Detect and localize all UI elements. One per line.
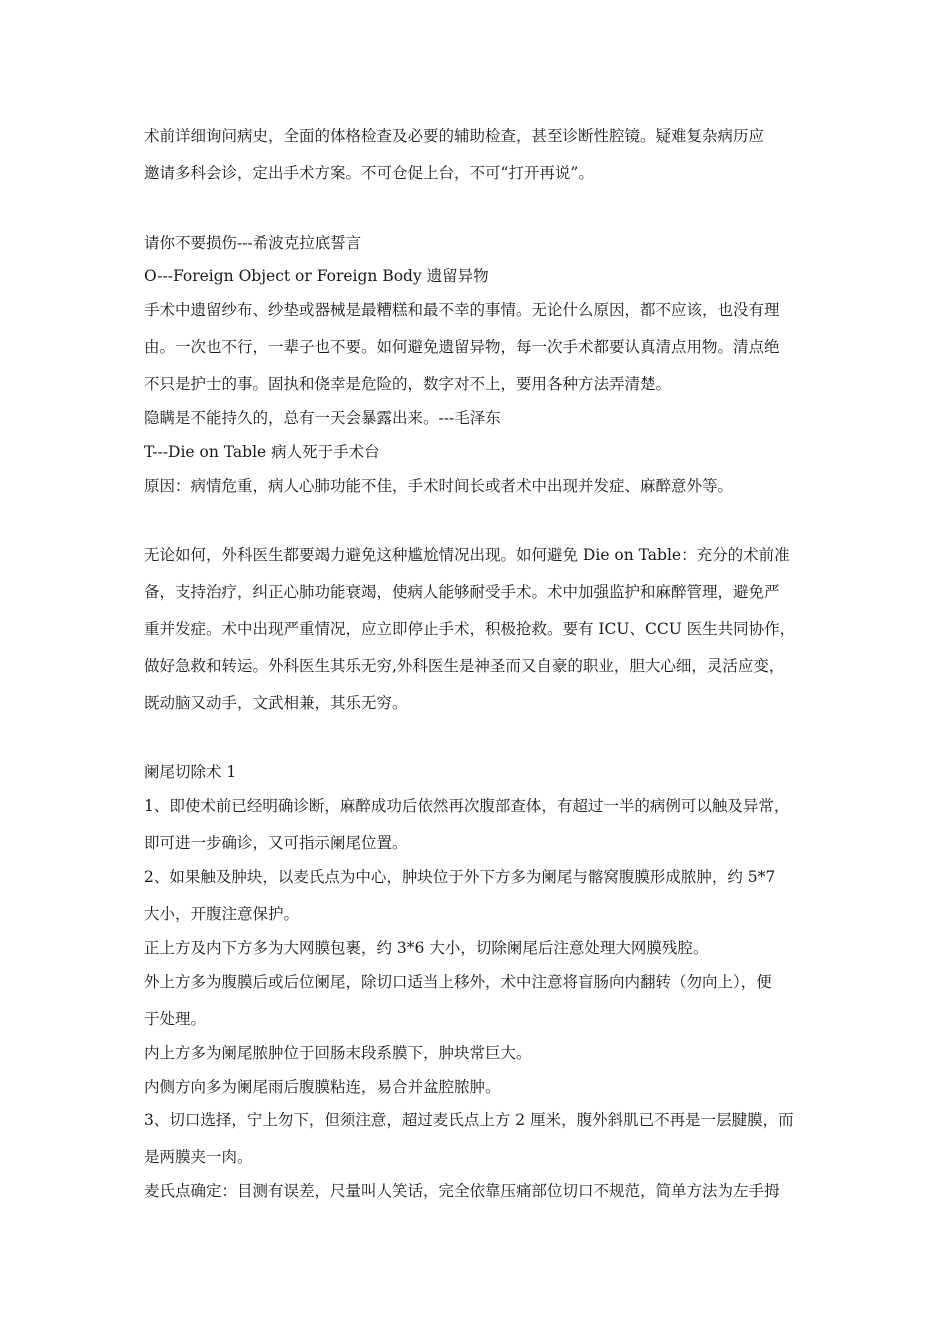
paragraph-line: 术前详细询问病史，全面的体格检查及必要的辅助检查，甚至诊断性腔镜。疑难复杂病历应 [144,127,765,145]
paragraph-line: 麦氏点确定：目测有误差，尺量叫人笑话，完全依靠压痛部位切口不规范，简单方法为左手拇 [144,1182,780,1200]
section-heading: O---Foreign Object or Foreign Body 遗留异物 [144,267,489,285]
paragraph-line: 邀请多科会诊，定出手术方案。不可仓促上台，不可“打开再说”。 [144,164,594,182]
quote-line: 隐瞒是不能持久的，总有一天会暴露出来。---毛泽东 [144,409,501,427]
paragraph-line: 重并发症。术中出现严重情况，应立即停止手术，积极抢救。要有 ICU、CCU 医生共同协作， [144,620,796,638]
paragraph-line: 1、即使术前已经明确诊断，麻醉成功后依然再次腹部查体，有超过一半的病例可以触及异常， [144,797,790,815]
paragraph-line: 3、切口选择，宁上勿下，但须注意，超过麦氏点上方 2 厘米，腹外斜肌已不再是一层腱膜，而 [144,1111,794,1129]
section-heading: T---Die on Table 病人死于手术台 [144,443,380,461]
section-heading: 请你不要损伤---希波克拉底誓言 [144,234,362,252]
paragraph-line: 正上方及内下方多为大网膜包裹，约 3*6 大小，切除阑尾后注意处理大网膜残腔。 [144,939,709,957]
paragraph-line: 内上方多为阑尾脓肿位于回肠末段系膜下，肿块常巨大。 [144,1044,532,1062]
section-heading: 阑尾切除术 1 [144,763,237,781]
paragraph-line: 既动脑又动手，文武相兼，其乐无穷。 [144,694,408,712]
paragraph-line: 备，支持治疗，纠正心肺功能衰竭，使病人能够耐受手术。术中加强监护和麻醉管理，避免严 [144,583,780,601]
paragraph-line: 手术中遗留纱布、纱垫或器械是最糟糕和最不幸的事情。无论什么原因，都不应该，也没有理 [144,301,780,319]
paragraph-line: 2、如果触及肿块，以麦氏点为中心，肿块位于外下方多为阑尾与髂窝腹膜形成脓肿，约 5*7 [144,868,776,886]
paragraph-line: 无论如何，外科医生都要竭力避免这种尴尬情况出现。如何避免 Die on Table：充分的术前准 [144,546,790,564]
paragraph-line: 做好急救和转运。外科医生其乐无穷,外科医生是神圣而又自豪的职业，胆大心细，灵活应变， [144,657,785,675]
paragraph-line: 大小，开腹注意保护。 [144,905,300,923]
paragraph-line: 于处理。 [144,1010,207,1028]
paragraph-line: 即可进一步确诊，又可指示阑尾位置。 [144,834,408,852]
paragraph-line: 外上方多为腹膜后或后位阑尾，除切口适当上移外，术中注意将盲肠向内翻转（勿向上），便 [144,973,772,991]
paragraph-line: 不只是护士的事。固执和侥幸是危险的，数字对不上，要用各种方法弄清楚。 [144,375,672,393]
paragraph-line: 由。一次也不行，一辈子也不要。如何避免遗留异物，每一次手术都要认真清点用物。清点绝 [144,338,780,356]
paragraph-line: 内侧方向多为阑尾雨后腹膜粘连，易合并盆腔脓肿。 [144,1078,501,1096]
paragraph-line: 是两膜夹一肉。 [144,1148,253,1166]
paragraph-line: 原因：病情危重，病人心肺功能不佳，手术时间长或者术中出现并发症、麻醉意外等。 [144,477,734,495]
